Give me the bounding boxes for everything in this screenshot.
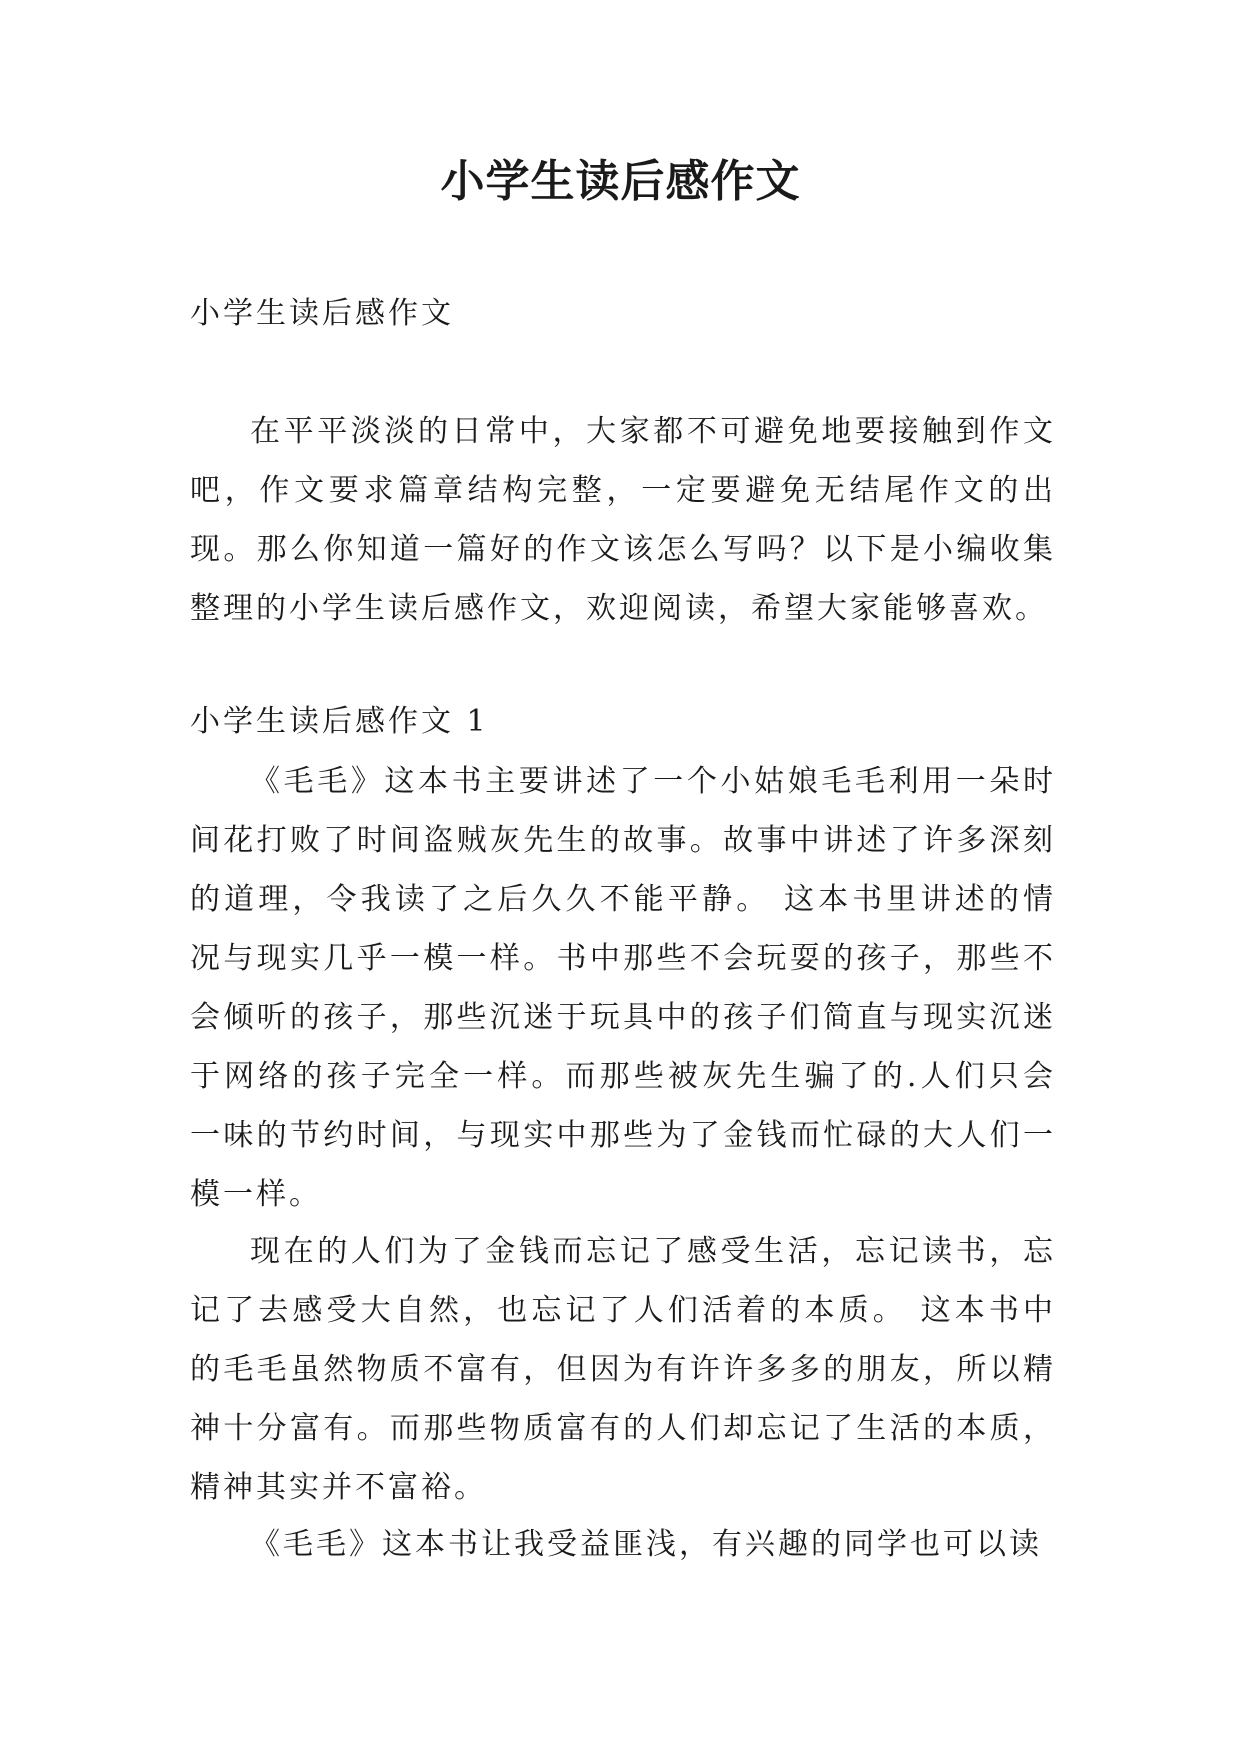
document-subtitle: 小学生读后感作文 [190, 296, 454, 331]
body-paragraph: 现在的人们为了金钱而忘记了感受生活，忘记读书，忘记了去感受大自然，也忘记了人们活着的本质。 这本书中的毛毛虽然物质不富有，但因为有许许多多的朋友，所以精神十分富有。而那些物质富有的人们却忘记了生活的本质，精神其实并不富裕。 [190, 1234, 1056, 1505]
intro-paragraph: 在平平淡淡的日常中，大家都不可避免地要接触到作文吧，作文要求篇章结构完整，一定要避免无结尾作文的出现。那么你知道一篇好的作文该怎么写吗？以下是小编收集整理的小学生读后感作文，欢迎阅读，希望大家能够喜欢。 [190, 414, 1056, 626]
body-paragraph: 《毛毛》这本书让我受益匪浅，有兴趣的同学也可以读 [250, 1527, 1042, 1562]
section-heading: 小学生读后感作文 1 [190, 704, 489, 739]
body-paragraph: 《毛毛》这本书主要讲述了一个小姑娘毛毛利用一朵时间花打败了时间盗贼灰先生的故事。故事中讲述了许多深刻的道理，令我读了之后久久不能平静。 这本书里讲述的情况与现实几乎一模一样。书中那些不会玩耍的孩子，那些不会倾听的孩子，那些沉迷于玩具中的孩子们简直与现实沉迷于网络的孩子完全一样。而那些被灰先生骗了的.人们只会一味的节约时间，与现实中那些为了金钱而忙碌的大人们一模一样。 [190, 764, 1056, 1212]
document-title: 小学生读后感作文 [440, 156, 801, 207]
